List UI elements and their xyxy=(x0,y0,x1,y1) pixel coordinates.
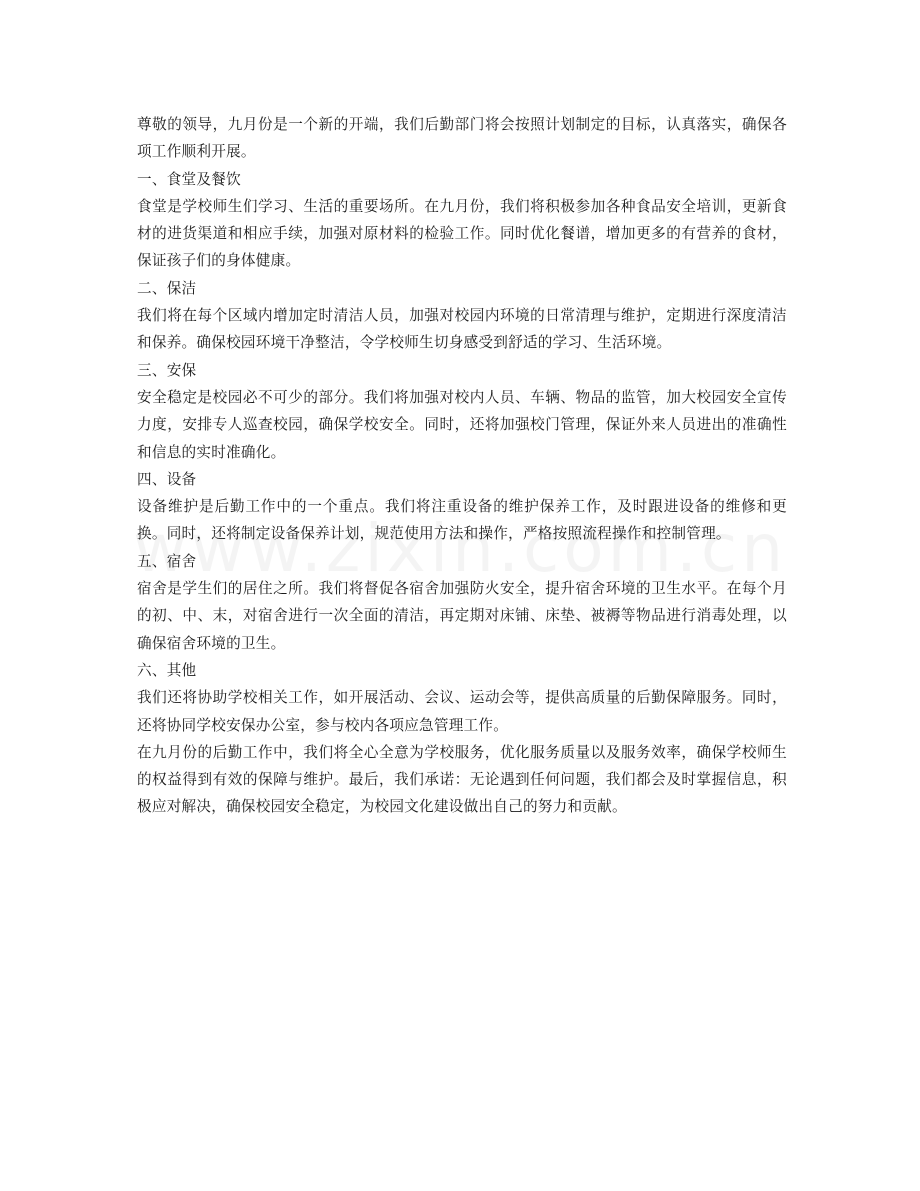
section-body-equipment: 设备维护是后勤工作中的一个重点。我们将注重设备的维护保养工作，及时跟进设备的维修和更换。同时，还将制定设备保养计划，规范使用方法和操作，严格按照流程操作和控制管理。 xyxy=(137,498,787,543)
section-body-security: 安全稳定是校园必不可少的部分。我们将加强对校内人员、车辆、物品的监管，加大校园安全宣传力度，安排专人巡查校园，确保学校安全。同时，还将加强校门管理，保证外来人员进出的准确性和信息的实时准确化。 xyxy=(137,388,787,461)
section-heading-security: 三、安保 xyxy=(137,361,197,379)
section-body-dormitory: 宿舍是学生们的居住之所。我们将督促各宿舍加强防火安全，提升宿舍环境的卫生水平。在每个月的初、中、末，对宿舍进行一次全面的清洁，再定期对床铺、床垫、被褥等物品进行消毒处理，以确保宿舍环境的卫生。 xyxy=(137,580,787,652)
section-heading-canteen: 一、食堂及餐饮 xyxy=(137,170,241,188)
section-heading-dormitory: 五、宿舍 xyxy=(137,552,197,570)
section-body-cleaning: 我们将在每个区域内增加定时清洁人员，加强对校园内环境的日常清理与维护，定期进行深度清洁和保养。确保校园环境干净整洁，令学校师生切身感受到舒适的学习、生活环境。 xyxy=(137,307,787,352)
section-heading-cleaning: 二、保洁 xyxy=(137,279,197,297)
intro-paragraph: 尊敬的领导，九月份是一个新的开端，我们后勤部门将会按照计划制定的目标，认真落实，确保各项工作顺利开展。 xyxy=(137,116,787,161)
document-body xyxy=(137,111,787,821)
closing-paragraph: 在九月份的后勤工作中，我们将全心全意为学校服务，优化服务质量以及服务效率，确保学校师生的权益得到有效的保障与维护。最后，我们承诺：无论遇到任何问题，我们都会及时掌握信息，积极应对解决，确保校园安全稳定，为校园文化建设做出自己的努力和贡献。 xyxy=(137,743,787,816)
section-body-canteen: 食堂是学校师生们学习、生活的重要场所。在九月份，我们将积极参加各种食品安全培训，更新食材的进货渠道和相应手续，加强对原材料的检验工作。同时优化餐谱，增加更多的有营养的食材，保证孩子们的身体健康。 xyxy=(137,197,787,270)
section-heading-other: 六、其他 xyxy=(137,661,197,679)
section-body-other: 我们还将协助学校相关工作，如开展活动、会议、运动会等，提供高质量的后勤保障服务。同时，还将协同学校安保办公室，参与校内各项应急管理工作。 xyxy=(137,689,787,734)
section-heading-equipment: 四、设备 xyxy=(137,470,197,488)
